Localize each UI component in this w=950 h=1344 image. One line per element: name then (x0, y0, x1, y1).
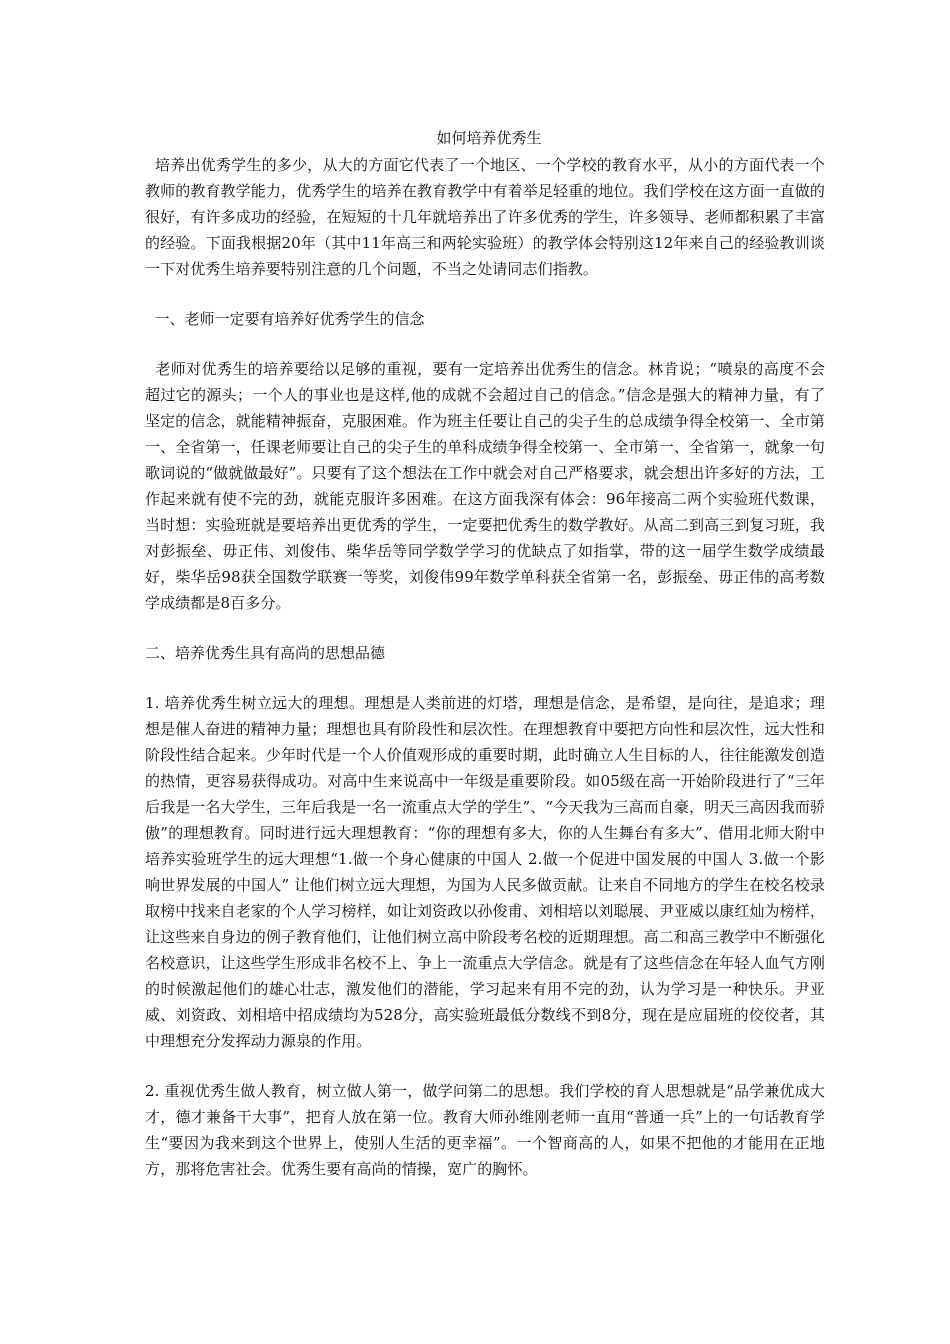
spacer (145, 332, 825, 356)
document-title: 如何培养优秀生 (436, 129, 542, 147)
document-page (145, 124, 825, 1182)
section1-paragraph: 老师对优秀生的培养要给以足够的重视，要有一定培养出优秀生的信念。林肯说；“喷泉的高度不会超过它的源头；一个人的事业也是这样,他的成就不会超过自己的信念。”信念是强大的精神力量，有了坚定的信念，就能精神振奋，克服困难。作为班主任要让自己的尖子生的总成绩争得全校第一、全市第一、全省第一，任课老师要让自己的尖子生的单科成绩争得全校第一、全市第一、全省第一，就象一句歌词说的“做就做最好”。只要有了这个想法在工作中就会对自己严格要求，就会想出许多好的方法，工作起来就有使不完的劲，就能克服许多困难。在这方面我深有体会：96年接高二两个实验班代数课，当时想：实验班就是要培养出更优秀的学生，一定要把优秀生的数学教好。从高二到高三到复习班，我对彭振垒、毋正伟、刘俊伟、柴华岳等同学数学学习的优缺点了如指掌，带的这一届学生数学成绩最好，柴华岳98获全国数学联赛一等奖，刘俊伟99年数学单科获全省第一名，彭振垒、毋正伟的高考数学成绩都是8百多分。 (145, 360, 825, 612)
spacer (145, 616, 825, 640)
section2-item1-paragraph: 1. 培养优秀生树立远大的理想。理想是人类前进的灯塔，理想是信念，是希望，是向往，是追求；理想是催人奋进的精神力量；理想也具有阶段性和层次性。在理想教育中要把方向性和层次性，远大性和阶段性结合起来。少年时代是一个人价值观形成的重要时期，此时确立人生目标的人，往往能激发创造的热情，更容易获得成功。对高中生来说高中一年级是重要阶段。如05级在高一开始阶段进行了“三年后我是一名大学生，三年后我是一名一流重点大学的学生”、“今天我为三高而自豪，明天三高因我而骄傲”的理想教育。同时进行远大理想教育：“你的理想有多大，你的人生舞台有多大”、借用北师大附中培养实验班学生的远大理想“1.做一个身心健康的中国人 2.做一个促进中国发展的中国人 3.做一个影响世界发展的中国人” 让他们树立远大理想，为国为人民多做贡献。让来自不同地方的学生在校名校录取榜中找来自老家的个人学习榜样，如让刘资政以孙俊甫、刘相培以刘聪展、尹亚威以康红灿为榜样，让这些来自身边的例子教育他们，让他们树立高中阶段考名校的近期理想。高二和高三教学中不断强化名校意识，让这些学生形成非名校不上、争上一流重点大学信念。就是有了这些信念在年轻人血气方刚的时候激起他们的雄心壮志，激发他们的潜能，学习起来有用不完的劲，认为学习是一种快乐。尹亚威、刘资政、刘相培中招成绩均为528分，高实验班最低分数线不到8分，现在是应届班的佼佼者，其中理想充分发挥动力源泉的作用。 (145, 694, 825, 1050)
section2-heading: 二、培养优秀生具有高尚的思想品德 (145, 644, 386, 662)
section1-heading: 一、老师一定要有培养好优秀学生的信念 (145, 310, 425, 328)
spacer (145, 666, 825, 690)
spacer (145, 1054, 825, 1078)
spacer (145, 282, 825, 306)
section2-item2-paragraph: 2. 重视优秀生做人教育，树立做人第一，做学问第二的思想。我们学校的育人思想就是“品学兼优成大才，德才兼备干大事”，把育人放在第一位。教育大师孙维刚老师一直用“普通一兵”上的一句话教育学生“要因为我来到这个世界上，使别人生活的更幸福”。一个智商高的人，如果不把他的才能用在正地方，那将危害社会。优秀生要有高尚的情操，宽广的胸怀。 (145, 1082, 825, 1178)
intro-paragraph: 培养出优秀学生的多少，从大的方面它代表了一个地区、一个学校的教育水平，从小的方面代表一个教师的教育教学能力，优秀学生的培养在教育教学中有着举足轻重的地位。我们学校在这方面一直做的很好，有许多成功的经验，在短短的十几年就培养出了许多优秀的学生，许多领导、老师都积累了丰富的经验。下面我根据20年（其中11年高三和两轮实验班）的教学体会特别这12年来自己的经验教训谈一下对优秀生培养要特别注意的几个问题，不当之处请同志们指教。 (145, 156, 825, 278)
